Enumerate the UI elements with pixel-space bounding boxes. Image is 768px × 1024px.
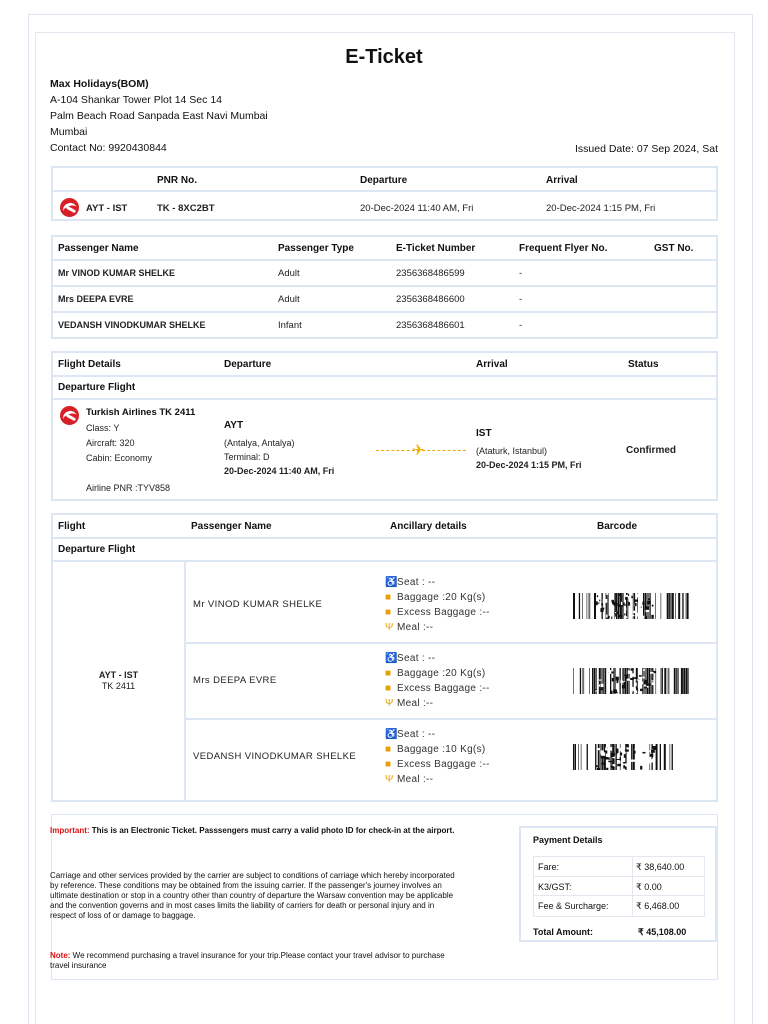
fare-value: ₹ 38,640.00 [636, 862, 685, 872]
seat: Seat : -- [397, 577, 436, 588]
important-text: This is an Electronic Ticket. Passsengers must carry a valid photo ID for check-in at the airport. [89, 826, 455, 835]
class: Class: Y [86, 423, 120, 433]
fare-label: Fare: [538, 862, 560, 872]
col-flight-details: Flight Details [58, 359, 121, 370]
agency-info [50, 76, 268, 156]
baggage-icon: ■ [385, 592, 392, 603]
barcode-image [573, 593, 689, 619]
page-title: E-Ticket [345, 46, 423, 68]
agency-city: Mumbai [50, 126, 88, 138]
baggage: Baggage :20 Kg(s) [397, 592, 486, 603]
cabin: Cabin: Economy [86, 453, 153, 463]
excess-baggage-icon: ■ [385, 683, 392, 694]
excess-baggage-icon: ■ [385, 607, 392, 618]
divider [53, 560, 716, 562]
payment-row [534, 877, 704, 897]
agency-name: Max Holidays(BOM) [50, 78, 149, 90]
note-text: We recommend purchasing a travel insurance for your trip.Please contact your travel advisor to purchase travel insurance [50, 951, 445, 970]
col-eticket-number: E-Ticket Number [396, 243, 476, 254]
barcode-image [573, 744, 689, 770]
total-label: Total Amount: [533, 927, 593, 937]
passenger-table [51, 235, 718, 339]
baggage-icon: ■ [385, 668, 392, 679]
col-passenger-name: Passenger Name [58, 243, 139, 254]
pnr-table [51, 166, 718, 221]
turkish-airlines-logo-icon [60, 198, 79, 217]
total-value: ₹ 45,108.00 [638, 927, 687, 937]
agency-contact: Contact No: 9920430844 [50, 142, 167, 154]
aircraft: Aircraft: 320 [86, 438, 135, 448]
departure-city: (Antalya, Antalya) [224, 438, 295, 448]
eticket-number: 2356368486600 [396, 294, 465, 305]
important-note [50, 826, 455, 836]
frequent-flyer: - [519, 294, 523, 305]
excess-baggage-icon: ■ [385, 759, 392, 770]
divider [53, 190, 716, 192]
turkish-airlines-logo-icon [60, 406, 79, 425]
divider [53, 285, 716, 287]
seat-icon: ♿ [385, 653, 398, 664]
airplane-icon: ✈ [412, 442, 425, 459]
arrival-city: (Ataturk, Istanbul) [476, 446, 548, 456]
passenger-type: Infant [278, 320, 302, 331]
col-arrival: Arrival [476, 359, 508, 370]
departure-time: 20-Dec-2024 11:40 AM, Fri [224, 466, 335, 476]
flight-details-table [51, 351, 718, 501]
excess-baggage: Excess Baggage :-- [397, 759, 490, 770]
important-label: Important: [50, 826, 90, 835]
ancillary-table [51, 513, 718, 802]
baggage: Baggage :20 Kg(s) [397, 668, 486, 679]
arrival-value: 20-Dec-2024 1:15 PM, Fri [546, 203, 656, 214]
ancillary-passenger-name: VEDANSH VINODKUMAR SHELKE [193, 751, 357, 762]
payment-details [519, 826, 717, 942]
col-frequent-flyer: Frequent Flyer No. [519, 243, 608, 254]
col-departure: Departure [224, 359, 272, 370]
seat: Seat : -- [397, 729, 436, 740]
departure-flight-label: Departure Flight [58, 382, 136, 393]
ancillary-route: AYT - IST [98, 670, 139, 680]
route: AYT - IST [86, 203, 128, 214]
col-status: Status [628, 359, 659, 370]
divider [53, 259, 716, 261]
fee-value: ₹ 6,468.00 [636, 901, 680, 911]
ancillary-passenger-name: Mrs DEEPA EVRE [193, 675, 277, 686]
baggage-icon: ■ [385, 744, 392, 755]
fee-label: Fee & Surcharge: [538, 901, 609, 911]
issued-date: Issued Date: 07 Sep 2024, Sat [574, 143, 718, 155]
payment-title: Payment Details [533, 835, 603, 845]
col-barcode: Barcode [597, 521, 638, 532]
departure-value: 20-Dec-2024 11:40 AM, Fri [360, 203, 474, 214]
ancillary-details [385, 651, 490, 711]
frequent-flyer: - [519, 268, 523, 279]
ancillary-flight-no: TK 2411 [101, 681, 136, 691]
insurance-note [50, 951, 455, 971]
gst-label: K3/GST: [538, 881, 572, 892]
agency-address-2: Palm Beach Road Sanpada East Navi Mumbai [50, 110, 268, 122]
divider [184, 718, 716, 720]
agency-address-1: A-104 Shankar Tower Plot 14 Sec 14 [50, 94, 222, 106]
excess-baggage: Excess Baggage :-- [397, 607, 490, 618]
flight-status: Confirmed [626, 445, 676, 456]
divider [53, 398, 716, 400]
departure-flight-label: Departure Flight [58, 544, 136, 555]
baggage: Baggage :10 Kg(s) [397, 744, 486, 755]
meal-icon: Ψ [385, 774, 394, 785]
payment-row [534, 857, 704, 877]
departure-code: AYT [224, 420, 244, 431]
col-passenger-type: Passenger Type [278, 243, 354, 254]
col-passenger-name: Passenger Name [191, 521, 272, 532]
carriage-note: Carriage and other services provided by the carrier are subject to conditions of carriage which hereby incorporated by reference. These conditions may be obtained from the issuing carrier. If the passenger's journey involves an ultimate destination or stop in a country other than country of departure the Warsaw convention may be applicable and the convention governs and in most cases limits the liability of carriers for death or personal injury and in respect of loss of or damage to baggage. [50, 871, 455, 920]
eticket-number: 2356368486599 [396, 268, 465, 279]
divider [53, 537, 716, 539]
meal-icon: Ψ [385, 698, 394, 709]
meal: Meal :-- [397, 622, 434, 633]
airline-flight: Turkish Airlines TK 2411 [86, 407, 196, 418]
barcode-image [573, 668, 689, 694]
passenger-type: Adult [278, 268, 300, 279]
ancillary-details [385, 727, 490, 787]
seat-icon: ♿ [385, 729, 398, 740]
column-divider [184, 560, 186, 802]
eticket-number: 2356368486601 [396, 320, 465, 331]
passenger-name: Mr VINOD KUMAR SHELKE [58, 268, 176, 278]
departure-terminal: Terminal: D [224, 452, 270, 462]
payment-table [533, 856, 705, 917]
meal-icon: Ψ [385, 622, 394, 633]
gst-value: ₹ 0.00 [636, 881, 662, 892]
arrival-time: 20-Dec-2024 1:15 PM, Fri [476, 460, 582, 470]
col-ancillary: Ancillary details [390, 521, 467, 532]
passenger-name: VEDANSH VINODKUMAR SHELKE [58, 320, 206, 330]
ancillary-details [385, 575, 490, 635]
arrival-code: IST [476, 428, 492, 439]
frequent-flyer: - [519, 320, 523, 331]
departure-header: Departure [360, 175, 408, 186]
divider [184, 642, 716, 644]
airline-pnr: Airline PNR :TYV858 [86, 483, 171, 493]
col-flight: Flight [58, 521, 86, 532]
seat: Seat : -- [397, 653, 436, 664]
col-gst: GST No. [654, 243, 694, 254]
meal: Meal :-- [397, 698, 434, 709]
excess-baggage: Excess Baggage :-- [397, 683, 490, 694]
passenger-type: Adult [278, 294, 300, 305]
seat-icon: ♿ [385, 577, 398, 588]
note-label: Note: [50, 951, 71, 960]
pnr-header: PNR No. [157, 175, 197, 186]
divider [53, 375, 716, 377]
divider [53, 311, 716, 313]
payment-row [534, 896, 704, 916]
passenger-name: Mrs DEEPA EVRE [58, 294, 134, 304]
pnr-value: TK - 8XC2BT [157, 203, 215, 214]
meal: Meal :-- [397, 774, 434, 785]
ancillary-passenger-name: Mr VINOD KUMAR SHELKE [193, 599, 323, 610]
arrival-header: Arrival [546, 175, 578, 186]
